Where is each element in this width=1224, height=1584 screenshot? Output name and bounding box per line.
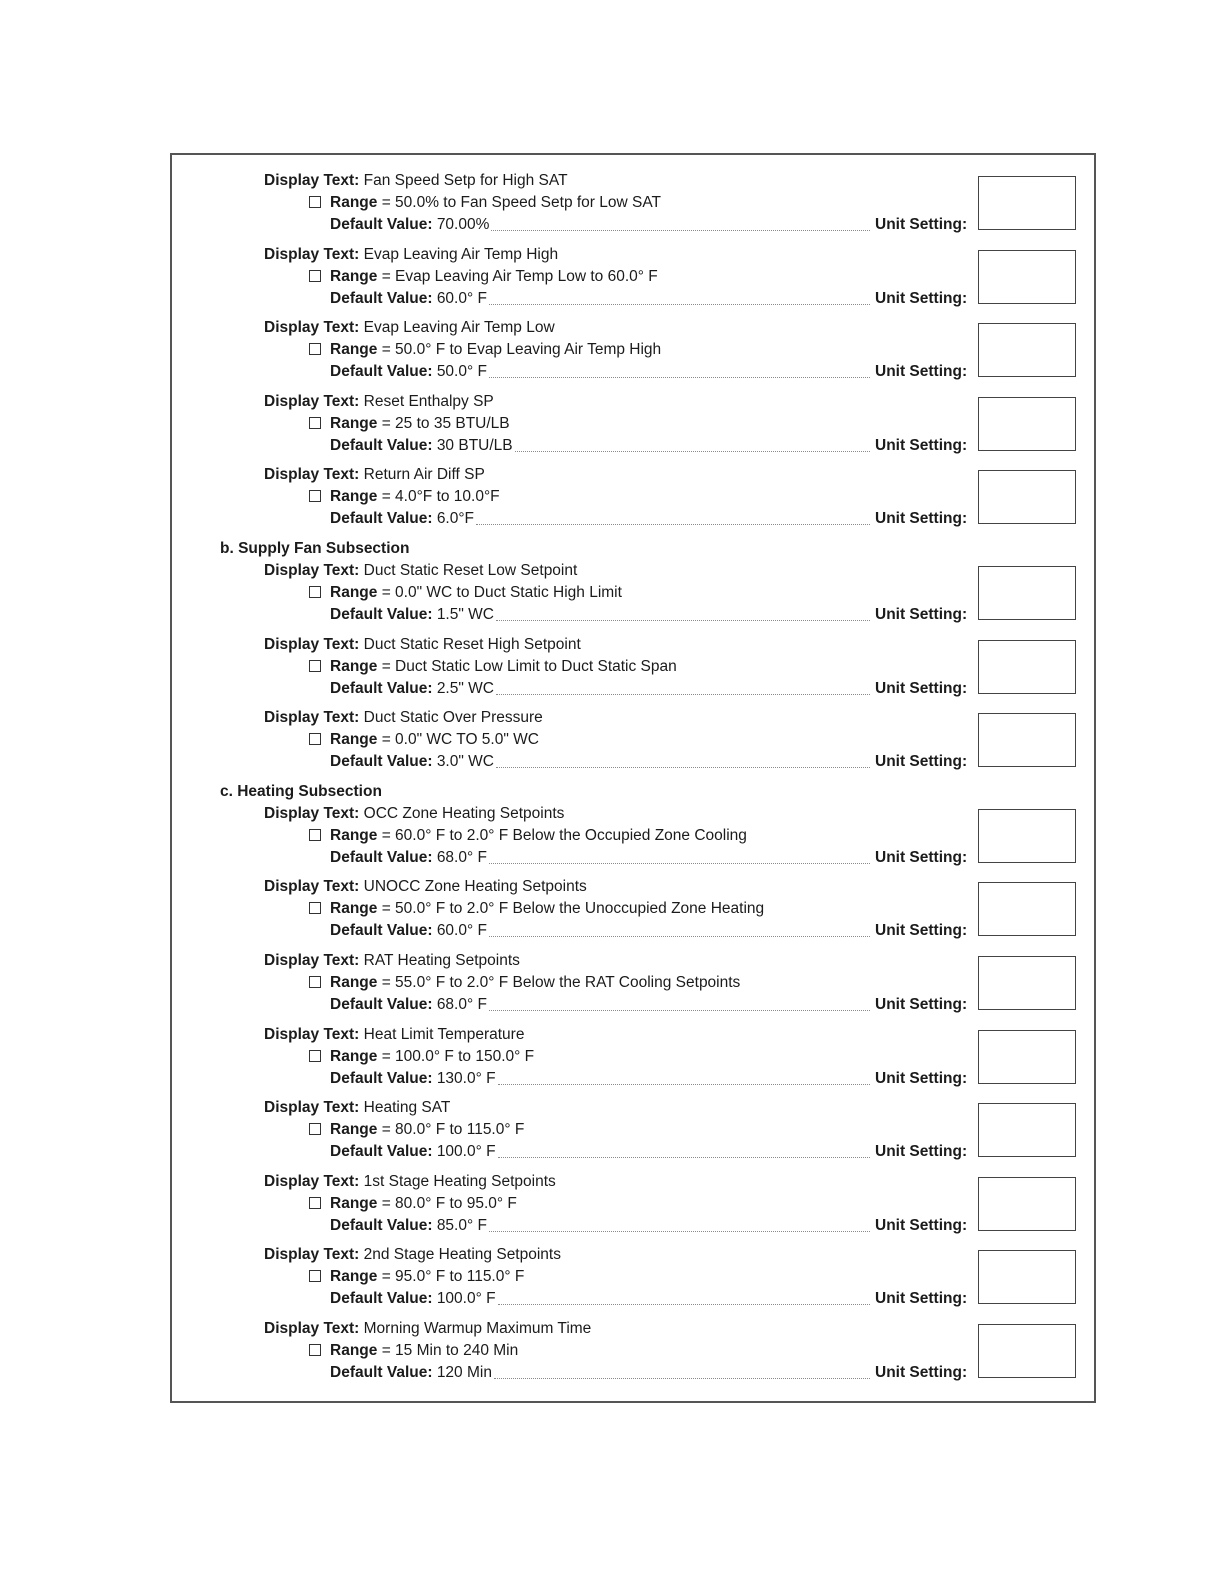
- display-text-line: [264, 952, 520, 970]
- dot-leader: [498, 1157, 870, 1158]
- default-value-label: Default Value:: [330, 1364, 433, 1381]
- range-value: = 0.0" WC TO 5.0" WC: [381, 731, 539, 749]
- display-text-value: 1st Stage Heating Setpoints: [363, 1172, 556, 1190]
- range-line: [309, 341, 661, 359]
- display-text-label: Display Text:: [264, 804, 360, 822]
- dot-leader: [498, 1304, 870, 1305]
- default-value-label: Default Value:: [330, 922, 433, 940]
- display-text-label: Display Text:: [264, 635, 360, 653]
- range-value: = 50.0% to Fan Speed Setp for Low SAT: [381, 194, 661, 211]
- range-value: = 25 to 35 BTU/LB: [381, 414, 510, 432]
- range-checkbox[interactable]: [309, 1197, 321, 1209]
- default-value: 68.0° F: [436, 848, 487, 866]
- default-value: 60.0° F: [436, 922, 487, 940]
- dot-leader: [491, 230, 870, 231]
- unit-setting-label: Unit Setting:: [875, 510, 968, 528]
- display-text-value: UNOCC Zone Heating Setpoints: [363, 878, 587, 896]
- default-value-label: Default Value:: [330, 679, 433, 697]
- range-line: [309, 974, 740, 992]
- display-text-label: Display Text:: [264, 172, 360, 189]
- default-value-label: Default Value:: [330, 510, 433, 528]
- display-text-label: Display Text:: [264, 878, 360, 896]
- default-value-line: [330, 1070, 496, 1088]
- default-value-label: Default Value:: [330, 606, 433, 623]
- default-value-line: [330, 437, 513, 455]
- default-value-line: [330, 606, 494, 624]
- unit-setting-input[interactable]: [978, 1103, 1076, 1157]
- display-text-label: Display Text:: [264, 392, 360, 410]
- range-line: [309, 1195, 517, 1213]
- unit-setting-label: Unit Setting:: [875, 606, 968, 623]
- default-value-label: Default Value:: [330, 1069, 433, 1087]
- display-text-line: [264, 466, 485, 484]
- range-value: = Evap Leaving Air Temp Low to 60.0° F: [381, 267, 658, 285]
- display-text-line: [264, 878, 587, 896]
- default-value-line: [330, 1143, 496, 1161]
- range-line: [309, 488, 500, 506]
- default-value-label: Default Value:: [330, 1216, 433, 1234]
- display-text-label: Display Text:: [264, 319, 360, 337]
- default-value-line: [330, 510, 474, 528]
- default-value: 70.00%: [436, 216, 490, 233]
- range-value: = Duct Static Low Limit to Duct Static Span: [381, 657, 677, 675]
- range-checkbox[interactable]: [309, 902, 321, 914]
- default-value: 85.0° F: [436, 1216, 487, 1234]
- unit-setting-input[interactable]: [978, 397, 1076, 451]
- range-checkbox[interactable]: [309, 417, 321, 429]
- dot-leader: [489, 304, 870, 305]
- range-checkbox[interactable]: [309, 1270, 321, 1282]
- range-checkbox[interactable]: [309, 733, 321, 745]
- default-value-line: [330, 996, 487, 1014]
- range-checkbox[interactable]: [309, 1344, 321, 1356]
- display-text-value: Duct Static Over Pressure: [363, 709, 543, 727]
- unit-setting-label: Unit Setting:: [875, 753, 968, 771]
- section-heading: c. Heating Subsection: [220, 782, 382, 800]
- dot-leader: [476, 524, 870, 525]
- range-value: = 50.0° F to 2.0° F Below the Unoccupied Zone Heating: [381, 900, 765, 918]
- display-text-line: [264, 172, 568, 190]
- range-line: [309, 1268, 524, 1286]
- display-text-label: Display Text:: [264, 245, 360, 263]
- range-checkbox[interactable]: [309, 490, 321, 502]
- unit-setting-label: Unit Setting:: [875, 1143, 968, 1161]
- range-value: = 15 Min to 240 Min: [381, 1342, 519, 1359]
- display-text-label: Display Text:: [264, 562, 360, 579]
- unit-setting-input[interactable]: [978, 640, 1076, 694]
- default-value: 30 BTU/LB: [436, 436, 513, 454]
- display-text-label: Display Text:: [264, 709, 360, 727]
- range-line: [309, 827, 747, 845]
- range-checkbox[interactable]: [309, 586, 321, 598]
- default-value: 2.5" WC: [436, 679, 494, 697]
- unit-setting-label: Unit Setting:: [875, 996, 968, 1013]
- unit-setting-label: Unit Setting:: [875, 1216, 968, 1234]
- default-value: 100.0° F: [436, 1143, 496, 1161]
- range-label: Range: [330, 1047, 378, 1065]
- range-checkbox[interactable]: [309, 976, 321, 988]
- range-label: Range: [330, 731, 378, 749]
- range-label: Range: [330, 341, 378, 359]
- range-value: = 55.0° F to 2.0° F Below the RAT Cooling Setpoints: [381, 974, 741, 991]
- display-text-line: [264, 1099, 450, 1117]
- range-line: [309, 415, 510, 433]
- range-value: = 50.0° F to Evap Leaving Air Temp High: [381, 341, 662, 359]
- default-value-line: [330, 753, 494, 771]
- unit-setting-input[interactable]: [978, 1030, 1076, 1084]
- range-line: [309, 584, 622, 602]
- display-text-line: [264, 1320, 591, 1338]
- unit-setting-input[interactable]: [978, 1250, 1076, 1304]
- display-text-value: Evap Leaving Air Temp High: [363, 245, 559, 263]
- range-line: [309, 731, 539, 749]
- dot-leader: [489, 936, 870, 937]
- range-checkbox[interactable]: [309, 343, 321, 355]
- default-value: 3.0" WC: [436, 753, 494, 771]
- display-text-value: Return Air Diff SP: [363, 466, 485, 484]
- unit-setting-input[interactable]: [978, 250, 1076, 304]
- range-checkbox[interactable]: [309, 1123, 321, 1135]
- default-value-line: [330, 290, 487, 308]
- range-value: = 0.0" WC to Duct Static High Limit: [381, 584, 622, 601]
- range-label: Range: [330, 1342, 378, 1359]
- default-value: 50.0° F: [436, 363, 487, 381]
- range-label: Range: [330, 194, 378, 211]
- display-text-value: Duct Static Reset High Setpoint: [363, 635, 581, 653]
- default-value-line: [330, 849, 487, 867]
- display-text-label: Display Text:: [264, 1099, 360, 1117]
- default-value-label: Default Value:: [330, 753, 433, 771]
- default-value: 60.0° F: [436, 289, 487, 307]
- display-text-value: Heat Limit Temperature: [363, 1025, 525, 1043]
- unit-setting-input[interactable]: [978, 1177, 1076, 1231]
- dot-leader: [494, 1378, 870, 1379]
- dot-leader: [489, 377, 870, 378]
- dot-leader: [489, 1010, 870, 1011]
- range-label: Range: [330, 657, 378, 675]
- unit-setting-input[interactable]: [978, 1324, 1076, 1378]
- display-text-line: [264, 805, 564, 823]
- default-value: 120 Min: [436, 1364, 492, 1381]
- range-label: Range: [330, 414, 378, 432]
- display-text-line: [264, 1173, 556, 1191]
- display-text-line: [264, 1026, 524, 1044]
- range-line: [309, 658, 677, 676]
- display-text-value: 2nd Stage Heating Setpoints: [363, 1246, 561, 1264]
- dot-leader: [515, 451, 870, 452]
- default-value-label: Default Value:: [330, 363, 433, 381]
- unit-setting-input[interactable]: [978, 713, 1076, 767]
- unit-setting-input[interactable]: [978, 566, 1076, 620]
- unit-setting-label: Unit Setting:: [875, 1364, 968, 1381]
- display-text-value: Evap Leaving Air Temp Low: [363, 319, 555, 337]
- default-value-label: Default Value:: [330, 216, 433, 233]
- default-value-line: [330, 1217, 487, 1235]
- unit-setting-input[interactable]: [978, 176, 1076, 230]
- range-label: Range: [330, 826, 378, 844]
- unit-setting-input[interactable]: [978, 323, 1076, 377]
- display-text-line: [264, 562, 577, 580]
- display-text-line: [264, 393, 494, 411]
- display-text-label: Display Text:: [264, 466, 360, 484]
- range-label: Range: [330, 900, 378, 918]
- range-value: = 60.0° F to 2.0° F Below the Occupied Zone Cooling: [381, 826, 747, 844]
- range-checkbox[interactable]: [309, 660, 321, 672]
- default-value-label: Default Value:: [330, 436, 433, 454]
- display-text-value: Fan Speed Setp for High SAT: [363, 172, 568, 189]
- unit-setting-label: Unit Setting:: [875, 679, 968, 697]
- unit-setting-input[interactable]: [978, 882, 1076, 936]
- display-text-line: [264, 319, 555, 337]
- default-value: 1.5" WC: [436, 606, 494, 623]
- display-text-label: Display Text:: [264, 1320, 360, 1337]
- range-label: Range: [330, 1121, 378, 1139]
- unit-setting-input[interactable]: [978, 956, 1076, 1010]
- range-line: [309, 1121, 524, 1139]
- default-value: 68.0° F: [436, 996, 487, 1013]
- display-text-value: RAT Heating Setpoints: [363, 952, 520, 969]
- range-line: [309, 268, 658, 286]
- default-value-label: Default Value:: [330, 996, 433, 1013]
- display-text-line: [264, 636, 581, 654]
- range-label: Range: [330, 488, 378, 506]
- default-value: 100.0° F: [436, 1290, 496, 1308]
- range-label: Range: [330, 974, 378, 991]
- dot-leader: [489, 1231, 870, 1232]
- range-line: [309, 194, 661, 212]
- range-value: = 95.0° F to 115.0° F: [381, 1268, 525, 1286]
- display-text-value: Morning Warmup Maximum Time: [363, 1320, 592, 1337]
- range-line: [309, 1048, 534, 1066]
- display-text-value: Reset Enthalpy SP: [363, 392, 494, 410]
- unit-setting-input[interactable]: [978, 809, 1076, 863]
- dot-leader: [496, 694, 870, 695]
- dot-leader: [496, 767, 870, 768]
- range-line: [309, 1342, 518, 1360]
- unit-setting-label: Unit Setting:: [875, 216, 968, 233]
- default-value-label: Default Value:: [330, 1290, 433, 1308]
- default-value-line: [330, 1364, 492, 1382]
- display-text-label: Display Text:: [264, 1025, 360, 1043]
- range-value: = 4.0°F to 10.0°F: [381, 488, 500, 506]
- section-heading: b. Supply Fan Subsection: [220, 540, 410, 557]
- range-label: Range: [330, 1268, 378, 1286]
- unit-setting-input[interactable]: [978, 470, 1076, 524]
- display-text-line: [264, 1246, 561, 1264]
- display-text-value: Heating SAT: [363, 1099, 451, 1117]
- range-value: = 80.0° F to 115.0° F: [381, 1121, 525, 1139]
- display-text-label: Display Text:: [264, 952, 360, 969]
- range-checkbox[interactable]: [309, 1050, 321, 1062]
- default-value: 6.0°F: [436, 510, 475, 528]
- range-checkbox[interactable]: [309, 829, 321, 841]
- unit-setting-label: Unit Setting:: [875, 436, 968, 454]
- range-value: = 100.0° F to 150.0° F: [381, 1047, 535, 1065]
- unit-setting-label: Unit Setting:: [875, 363, 968, 381]
- unit-setting-label: Unit Setting:: [875, 289, 968, 307]
- default-value-line: [330, 216, 489, 234]
- range-line: [309, 900, 764, 918]
- range-label: Range: [330, 584, 378, 601]
- dot-leader: [498, 1084, 870, 1085]
- default-value-line: [330, 1290, 496, 1308]
- range-checkbox[interactable]: [309, 196, 321, 208]
- display-text-line: [264, 709, 543, 727]
- display-text-label: Display Text:: [264, 1172, 360, 1190]
- range-value: = 80.0° F to 95.0° F: [381, 1194, 517, 1212]
- unit-setting-label: Unit Setting:: [875, 1290, 968, 1308]
- default-value-label: Default Value:: [330, 1143, 433, 1161]
- dot-leader: [489, 863, 870, 864]
- display-text-line: [264, 246, 558, 264]
- range-checkbox[interactable]: [309, 270, 321, 282]
- default-value-line: [330, 922, 487, 940]
- range-label: Range: [330, 267, 378, 285]
- default-value-line: [330, 680, 494, 698]
- default-value-line: [330, 363, 487, 381]
- default-value: 130.0° F: [436, 1069, 496, 1087]
- range-label: Range: [330, 1194, 378, 1212]
- display-text-value: OCC Zone Heating Setpoints: [363, 804, 565, 822]
- display-text-label: Display Text:: [264, 1246, 360, 1264]
- unit-setting-label: Unit Setting:: [875, 922, 968, 940]
- unit-setting-label: Unit Setting:: [875, 1069, 968, 1087]
- default-value-label: Default Value:: [330, 289, 433, 307]
- dot-leader: [496, 620, 870, 621]
- default-value-label: Default Value:: [330, 848, 433, 866]
- unit-setting-label: Unit Setting:: [875, 848, 968, 866]
- display-text-value: Duct Static Reset Low Setpoint: [363, 562, 578, 579]
